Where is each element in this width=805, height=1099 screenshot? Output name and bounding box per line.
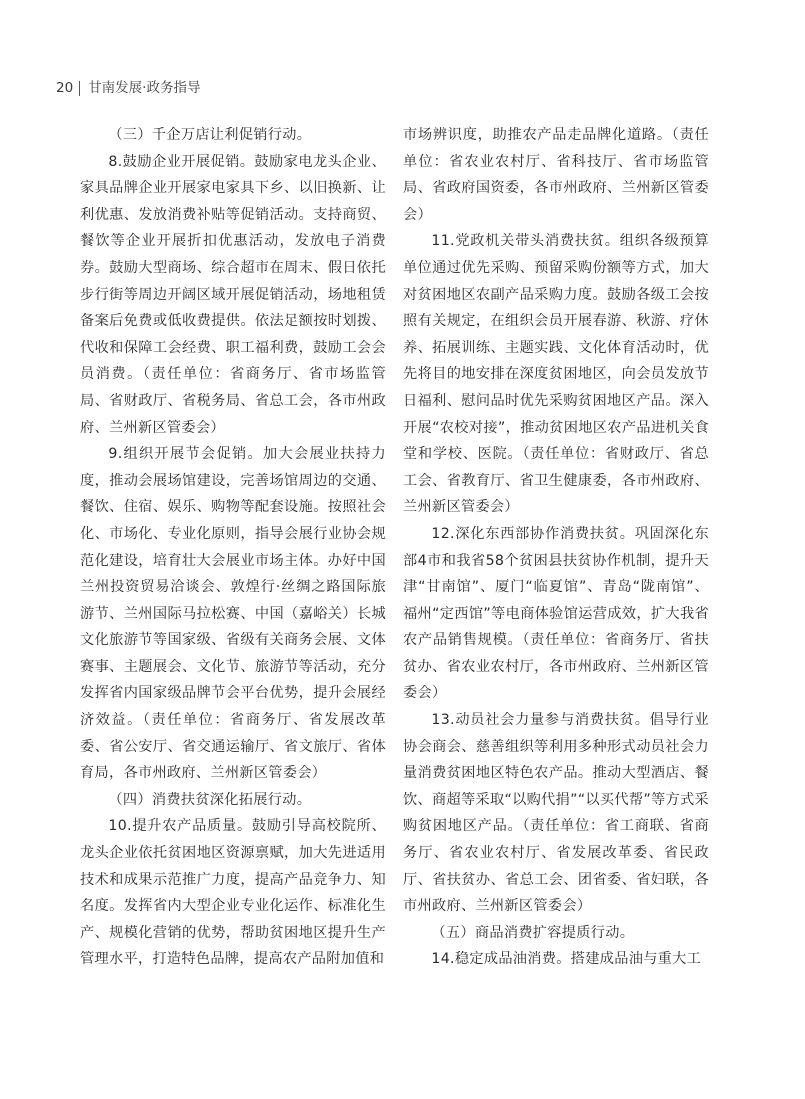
- header-divider: [79, 81, 80, 96]
- paragraph-item-13: 13.动员社会力量参与消费扶贫。倡导行业协会商会、慈善组织等利用多种形式动员社会力量消费贫困地区特色农产品。推动大型酒店、餐饮、商超等采取“以购代捐”“以买代帮”等方式采购贫困地区产品。（责任单位：省工商联、省商务厅、省农业农村厅、省发展改革委、省民政厅、省扶贫办、省总工会、团省委、省妇联，各市州政府、兰州新区管委会）: [403, 712, 709, 915]
- heading-section-5: （五）商品消费扩容提质行动。: [431, 924, 635, 941]
- right-column: [403, 122, 709, 973]
- heading-section-3: （三）千企万店让利促销行动。: [108, 127, 312, 143]
- paragraph-item-12: 12.深化东西部协作消费扶贫。巩固深化东部4市和我省58个贫困县扶贫协作机制，提升天津“甘南馆”、厦门“临夏馆”、青岛“陇南馆”、福州“定西馆”等电商体验馆运营成效，扩大我省农产品销售规模。（责任单位：省商务厅、省扶贫办、省农业农村厅，各市州政府、兰州新区管委会）: [403, 525, 709, 702]
- paragraph-item-11: 11.党政机关带头消费扶贫。组织各级预算单位通过优先采购、预留采购份额等方式，加大对贫困地区农副产品采购力度。鼓励各级工会按照有关规定，在组织会员开展春游、秋游、疗休养、拓展训练、主题实践、文化体育活动时，优先将目的地安排在深度贫困地区，向会员发放节日福利、慰问品时优先采购贫困地区产品。深入开展“农校对接”，推动贫困地区农产品进机关食堂和学校、医院。（责任单位：省财政厅、省总工会、省教育厅、省卫生健康委，各市州政府、兰州新区管委会）: [403, 233, 709, 516]
- page-number: 20: [56, 80, 74, 96]
- section-title: 甘南发展·政务指导: [88, 80, 201, 96]
- paragraph-item-8: 8.鼓励企业开展促销。鼓励家电龙头企业、家具品牌企业开展家电家具下乡、以旧换新、让利优惠、发放消费补贴等促销活动。支持商贸、餐饮等企业开展折扣优惠活动，发放电子消费券。鼓励大型商场、综合超市在周末、假日依托步行街等周边开阔区域开展促销活动，场地租赁备案后免费或低收费提供。依法足额按时划拨、代收和保障工会经费、职工福利费，鼓励工会会员消费。（责任单位：省商务厅、省市场监管局、省财政厅、省税务局、省总工会，各市州政府、兰州新区管委会）: [80, 153, 386, 436]
- running-header: [56, 79, 200, 97]
- paragraph-item-9: 9.组织开展节会促销。加大会展业扶持力度，推动会展场馆建设，完善场馆周边的交通、餐饮、住宿、娱乐、购物等配套设施。按照社会化、市场化、专业化原则，指导会展行业协会规范化建设，培育壮大会展业市场主体。办好中国兰州投资贸易洽谈会、敦煌行·丝绸之路国际旅游节、兰州国际马拉松赛、中国（嘉峪关）长城文化旅游节等国家级、省级有关商务会展、文体赛事、主题展会、文化节、旅游节等活动，充分发挥省内国家级品牌节会平台优势，提升会展经济效益。（责任单位：省商务厅、省发展改革委、省公安厅、省交通运输厅、省文旅厅、省体育局，各市州政府、兰州新区管委会）: [80, 446, 386, 782]
- paragraph-item-10: 10.提升农产品质量。鼓励引导高校院所、龙头企业依托贫困地区资源禀赋，加大先进适用技术和成果示范推广力度，提高产品竞争力、知名度。发挥省内大型企业专业化运作、标准化生产、规模化营销的优势，帮助贫困地区提升生产管理水平，打造特色品牌，提高农产品附加值和: [80, 818, 386, 968]
- paragraph-item-10-continued: 市场辨识度，助推农产品走品牌化道路。（责任单位：省农业农村厅、省科技厅、省市场监管局、省政府国资委，各市州政府、兰州新区管委会）: [403, 127, 709, 223]
- left-column: [80, 122, 386, 973]
- paragraph-item-14: 14.稳定成品油消费。搭建成品油与重大工: [431, 951, 702, 968]
- heading-section-4: （四）消费扶贫深化拓展行动。: [108, 791, 312, 808]
